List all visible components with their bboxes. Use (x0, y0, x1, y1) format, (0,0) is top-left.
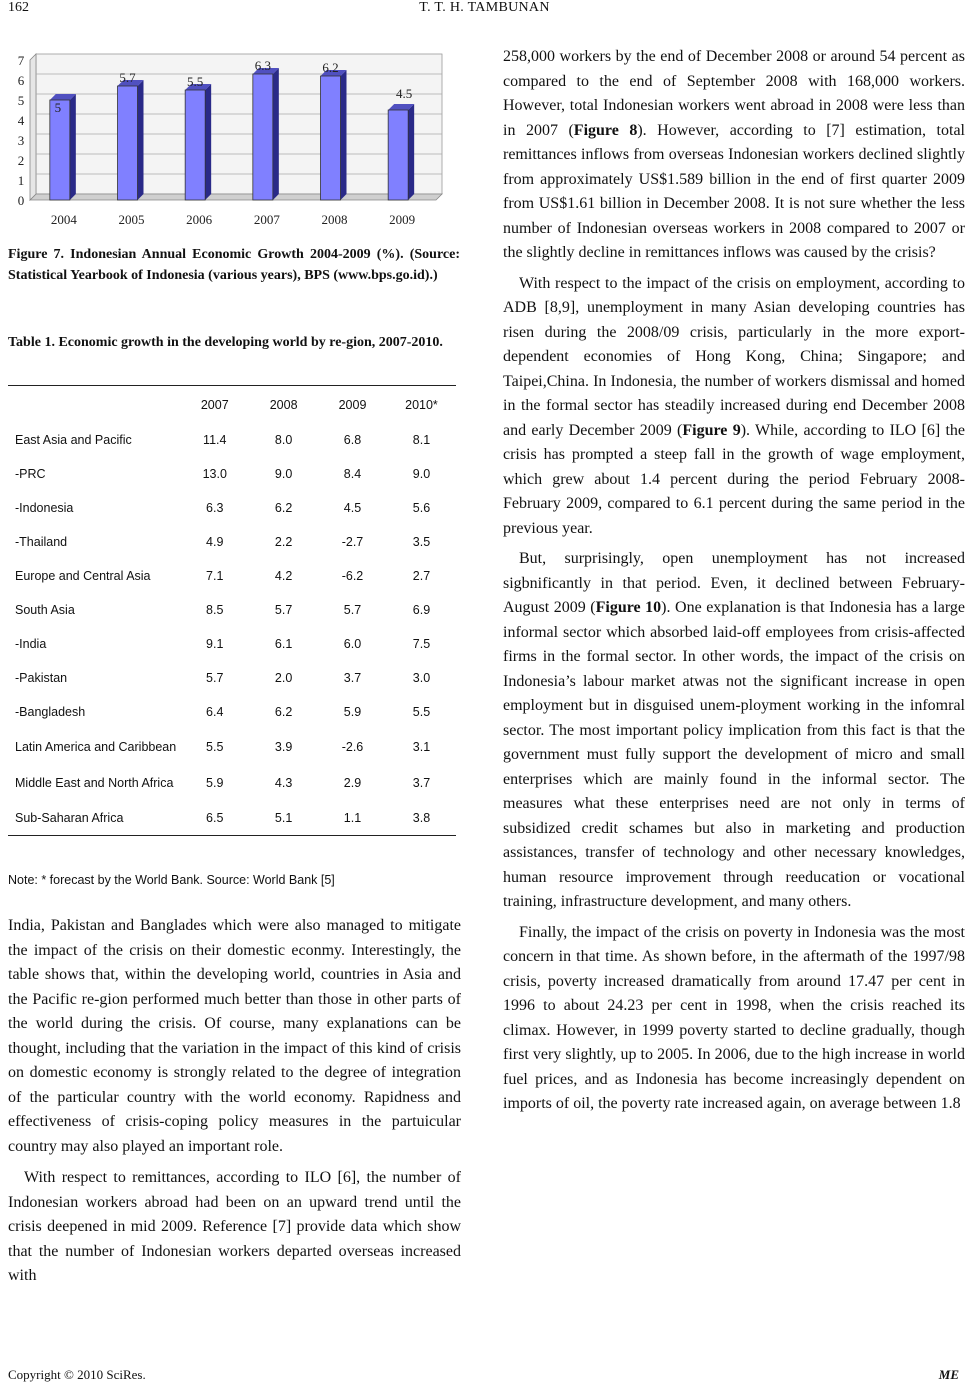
table-header-2009: 2009 (318, 386, 387, 424)
value-cell: 6.3 (206, 501, 224, 515)
value-cell: 6.1 (274, 637, 293, 651)
y-tick-label: 4 (17, 113, 25, 128)
y-tick-label: 2 (17, 153, 25, 168)
value-cell: 9.0 (412, 467, 431, 481)
value-cell: 13.0 (202, 467, 227, 481)
value-cell: 5.7 (274, 603, 293, 617)
y-tick-label: 5 (17, 93, 25, 108)
value-cell: 2.0 (274, 671, 293, 685)
y-tick-label: 3 (17, 133, 25, 148)
region-cell: Latin America and Caribbean (15, 739, 177, 754)
value-cell: 5.7 (206, 671, 224, 685)
value-cell: 5.1 (249, 801, 318, 836)
table-header-2010: 2010* (387, 386, 456, 424)
value-cell: 8.0 (274, 433, 293, 447)
value-cell: 9.1 (206, 637, 224, 651)
value-cell: 8.4 (343, 467, 362, 481)
table-row (8, 457, 456, 491)
value-cell: 5.5 (412, 705, 431, 719)
value-cell: 5.9 (206, 776, 224, 790)
bar-side (341, 70, 347, 200)
bar (388, 110, 408, 200)
region-cell: Europe and Central Asia (15, 568, 151, 583)
text-run: ). One explanation is that Indonesia has a large informal sector which absorbed laid-off employees from crisis-affected firms in the formal sector. In other words, the impact of the crisis on Indonesia’s labour market atwas not the significant increase in open employment but in disguised unem-ployment working in the infomral sector. The most important policy implication from this fact is that the government must fully support the development of micro and small enterprises which are mainly found in the informal sector. The measures what these enterprises need are not only in terms of subsidized credit schames but also in marketing and production assistances, transfer of technology and other necessary knowledges, human resource improvement through reeducation or vocational training, infrastructure development, and many others. (503, 599, 965, 910)
region-cell: Sub-Saharan Africa (8, 801, 180, 836)
paragraph (503, 45, 965, 266)
value-cell: 2.7 (412, 569, 431, 583)
value-cell: 8.5 (206, 603, 224, 617)
value-cell: -2.7 (341, 535, 364, 549)
value-cell: 9.0 (274, 467, 293, 481)
table-row (8, 695, 456, 729)
value-cell: 6.0 (343, 637, 362, 651)
bar (50, 100, 70, 200)
y-tick-label: 0 (17, 193, 25, 208)
bar-side (273, 68, 279, 200)
figure-reference: Figure 9 (682, 421, 741, 439)
paragraph (503, 272, 965, 542)
footer-journal: ME (938, 1367, 959, 1382)
data-label: 4.5 (396, 86, 413, 101)
value-cell: 6.8 (343, 433, 362, 447)
figure-reference: Figure 10 (595, 599, 662, 616)
value-cell: 5.9 (343, 705, 362, 719)
x-tick-label: 2008 (321, 212, 348, 227)
text-run: With respect to the impact of the crisis on employment, according to ADB [8,9], unemployment in many Asian developing countries has risen during the 2008/09 crisis, particularly in the more export-dependent economies of Hong Kong, China; Singapore; and Taipei,China. In Indonesia, the number of workers dismissal and homed in the formal sector has steadily increased during end December 2008 and early December 2009 ( (503, 274, 965, 439)
region-cell: -Bangladesh (15, 704, 86, 719)
table-row (8, 491, 456, 525)
data-label: 6.3 (254, 58, 271, 73)
table-row (8, 661, 456, 695)
paragraph: India, Pakistan and Banglades which were also managed to mitigate the impact of the crisis on their domestic econmy. Interestingly, the table shows that, within the developing world, countries in Asia and the Pacific re-gion performed much better than those in other parts of the world during the crisis. Of course, many explanations can be thought, including that the variation in the impact of this kind of crisis on domestic economy is strongly related to the degree of integration of the particular country with the world economy. Rapidness and effectiveness of crisis-coping policy measures in the partuicular country may also played an important role. (8, 917, 461, 1155)
y-tick-label: 6 (17, 73, 25, 88)
chart-floor (30, 194, 442, 200)
chart-side-wall (30, 54, 36, 200)
page-number: 162 (8, 0, 29, 15)
value-cell: 2.9 (343, 776, 362, 790)
region-cell: Middle East and North Africa (15, 775, 174, 790)
value-cell: -6.2 (341, 569, 364, 583)
y-tick-label: 7 (17, 53, 25, 68)
bar-side (205, 84, 211, 200)
value-cell: 4.3 (274, 776, 293, 790)
value-cell: 11.4 (203, 433, 227, 447)
table-row (8, 729, 456, 765)
table-header-row (8, 386, 456, 424)
paragraph: With respect to remittances, according to ILO [6], the number of Indonesian workers abroad had been on an upward trend until the crisis deepened in mid 2009. Reference [7] provide data which show that the number of Indonesian workers departed overseas increased with (8, 1169, 461, 1284)
running-head: T. T. H. TAMBUNAN (419, 0, 550, 15)
text-run: 258,000 workers by the end of December 2008 or around 54 percent as compared to the end of September 2008 with 168,000 workers. However, total Indonesian workers went abroad in 2008 were less than in 2007 ( (503, 48, 965, 139)
text-run: ). However, according to [7] estimation, total remittances inflows from overseas Indonesian workers declined slightly from approximately US$1.589 billion in the end of first quarter 2009 from US$1.61 billion in December 2008. It is not sure whether the less number of Indonesian overseas workers in 2008 compared to 2007 or the slightly decline in remittances inflows was caused by the crisis? (503, 121, 965, 261)
value-cell: 8.1 (412, 433, 431, 447)
x-tick-label: 2006 (186, 212, 213, 227)
value-cell: 6.9 (412, 603, 431, 617)
table-row (8, 423, 456, 457)
value-cell: 3.0 (412, 671, 431, 685)
value-cell: 3.1 (412, 740, 431, 754)
table-row (8, 593, 456, 627)
value-cell: 2.2 (274, 535, 293, 549)
bar-side (408, 104, 414, 200)
x-tick-label: 2005 (118, 212, 145, 227)
value-cell: 4.2 (274, 569, 293, 583)
value-cell: 6.5 (180, 801, 249, 836)
paragraph: Finally, the impact of the crisis on poverty in Indonesia was the most concern in that time. As shown before, in the aftermath of the 1997/98 crisis, poverty increased dramatically from around 17.47 per cent in 1996 to about 24.23 per cent in 1998, when the crisis reached its climax. However, in 1999 poverty started to decline gradually, though first very slightly, up to 2005. In 2006, due to the high increase in world fuel prices, and as Indonesia has become increasingly dependent on imports of oil, the poverty rate increased again, on average between 1.8 (503, 923, 965, 1112)
figure-reference: Figure 8 (573, 121, 638, 139)
value-cell: 5.5 (206, 740, 224, 754)
value-cell: 6.2 (274, 501, 293, 515)
region-cell: -Indonesia (15, 500, 74, 515)
growth-table (8, 385, 456, 836)
table-header-2008: 2008 (249, 386, 318, 424)
x-tick-label: 2009 (389, 212, 416, 227)
data-label: 6.2 (322, 60, 339, 75)
text-run: But, surprisingly, open unemployment has not increased sigbnificantly in that period. Even, it declined between February-August 2009 ( (503, 550, 965, 616)
value-cell: 4.9 (206, 535, 224, 549)
region-cell: -PRC (15, 466, 46, 481)
table-row (8, 801, 456, 836)
x-tick-label: 2004 (50, 212, 77, 227)
value-cell: 7.1 (206, 569, 224, 583)
footer-copyright: Copyright © 2010 SciRes. (8, 1367, 146, 1382)
growth-bar-chart (8, 48, 460, 234)
table-note: Note: * forecast by the World Bank. Source: World Bank [5] (8, 873, 335, 887)
value-cell: 5.6 (412, 501, 431, 515)
y-tick-label: 1 (17, 173, 25, 188)
value-cell: -2.6 (341, 740, 364, 754)
table-header-2007: 2007 (180, 386, 249, 424)
table-header-blank (8, 386, 180, 424)
table-row (8, 525, 456, 559)
x-tick-label: 2007 (253, 212, 280, 227)
table-caption: Table 1. Economic growth in the developing world by re-gion, 2007-2010. (8, 335, 443, 350)
value-cell: 5.7 (343, 603, 362, 617)
region-cell: -Pakistan (15, 670, 68, 685)
bar (253, 74, 273, 200)
region-cell: -India (15, 636, 47, 651)
table-row (8, 765, 456, 801)
bar (118, 86, 138, 200)
value-cell: 3.5 (412, 535, 431, 549)
bar-side (70, 94, 76, 200)
table-row (8, 559, 456, 593)
right-column-text (503, 45, 965, 1117)
data-label: 5.7 (119, 70, 136, 85)
value-cell: 1.1 (318, 801, 387, 836)
value-cell: 3.7 (412, 776, 431, 790)
chart-back-wall (36, 54, 442, 194)
value-cell: 6.2 (274, 705, 293, 719)
left-column-text (8, 914, 461, 1289)
value-cell: 4.5 (343, 501, 362, 515)
region-cell: South Asia (15, 602, 75, 617)
value-cell: 3.7 (343, 671, 362, 685)
value-cell: 3.8 (387, 801, 456, 836)
figure-caption: Figure 7. Indonesian Annual Economic Growth 2004-2009 (%). (Source: Statistical Yearbook of Indonesia (various years), BPS (www.bps.go.id).) (8, 247, 460, 283)
bar-side (138, 80, 144, 200)
text-run: ). While, according to ILO [6] the crisis has prompted a steep fall in the growth of wage employment, which grew about 1.4 percent during the period February 2008-February 2009, compared to 6.1 percent during the same period in the previous year. (503, 421, 966, 537)
bar (185, 90, 205, 200)
chart-svg (8, 48, 460, 234)
bar (321, 76, 341, 200)
value-cell: 6.4 (206, 705, 224, 719)
paragraph (503, 547, 965, 915)
data-label: 5.5 (187, 74, 204, 89)
table-row (8, 627, 456, 661)
data-label: 5 (54, 100, 62, 115)
value-cell: 7.5 (412, 637, 431, 651)
value-cell: 3.9 (274, 740, 293, 754)
region-cell: -Thailand (15, 534, 68, 549)
region-cell: East Asia and Pacific (15, 432, 132, 447)
